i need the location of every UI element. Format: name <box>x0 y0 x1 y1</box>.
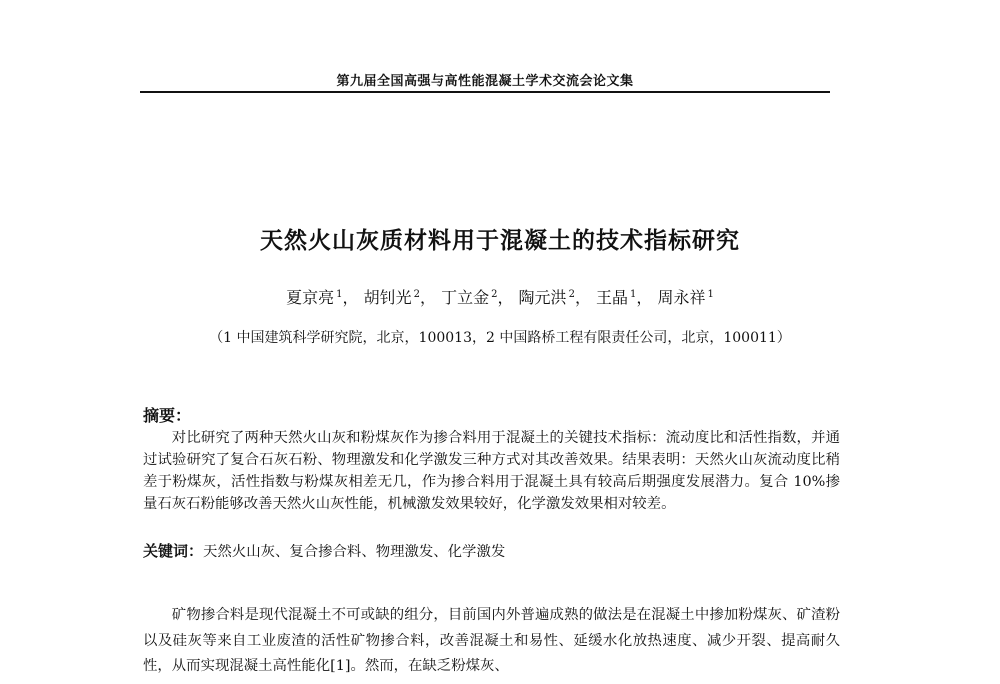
paper-title: 天然火山灰质材料用于混凝土的技术指标研究 <box>260 228 740 254</box>
keywords-label: 关键词： <box>143 542 204 560</box>
author-name: 胡钊光 <box>363 288 412 307</box>
author-affiliation-mark: 1 <box>336 288 343 300</box>
author-affiliation-mark: 1 <box>630 288 637 300</box>
author-affiliation-mark: 1 <box>707 288 714 300</box>
author-affiliation-mark: 2 <box>491 288 498 300</box>
author-name: 陶元洪 <box>518 288 567 307</box>
abstract-body <box>143 427 840 515</box>
keywords-text: 天然火山灰、复合掺合料、物理激发、化学激发 <box>203 544 506 560</box>
abstract-heading: 摘要： <box>143 406 192 425</box>
abstract-text: 对比研究了两种天然火山灰和粉煤灰作为掺合料用于混凝土的关键技术指标：流动度比和活性指数，并通过试验研究了复合石灰石粉、物理激发和化学激发三种方式对其改善效果。结果表明：天然火山灰流动度比稍差于粉煤灰，活性指数与粉煤灰相差无几，作为掺合料用于混凝土具有较高后期强度发展潜力。复合 10%掺量石灰石粉能够改善天然火山灰性能，机械激发效果较好，化学激发效果相对较差。 <box>143 430 840 512</box>
author-list: 夏京亮 $^1$， 胡钊光 $^2$， 丁立金 $^2$， 陶元洪 $^2$， 王晶 $^1$， 周永祥 $^1$ <box>286 288 714 307</box>
keywords <box>143 540 840 561</box>
body-text <box>143 603 840 680</box>
author-affiliation-mark: 2 <box>568 288 575 300</box>
body-paragraph: 矿物掺合料是现代混凝土不可或缺的组分，目前国内外普遍成熟的做法是在混凝土中掺加粉煤灰、矿渣粉以及硅灰等来自工业废渣的活性矿物掺合料，改善混凝土和易性、延缓水化放热速度、减少开裂、提高耐久性，从而实现混凝土高性能化[1]。然而，在缺乏粉煤灰、 <box>143 607 840 674</box>
author-affiliation-mark: 2 <box>413 288 420 300</box>
affiliations: （1 中国建筑科学研究院，北京，100013，2 中国路桥工程有限责任公司，北京，100011） <box>209 330 791 346</box>
header-rule <box>140 91 830 93</box>
author-name: 王晶 <box>596 288 629 307</box>
author-name: 周永祥 <box>657 288 706 307</box>
author-name: 夏京亮 <box>286 288 335 307</box>
running-header: 第九届全国高强与高性能混凝土学术交流会论文集 <box>336 74 634 89</box>
author-name: 丁立金 <box>441 288 490 307</box>
